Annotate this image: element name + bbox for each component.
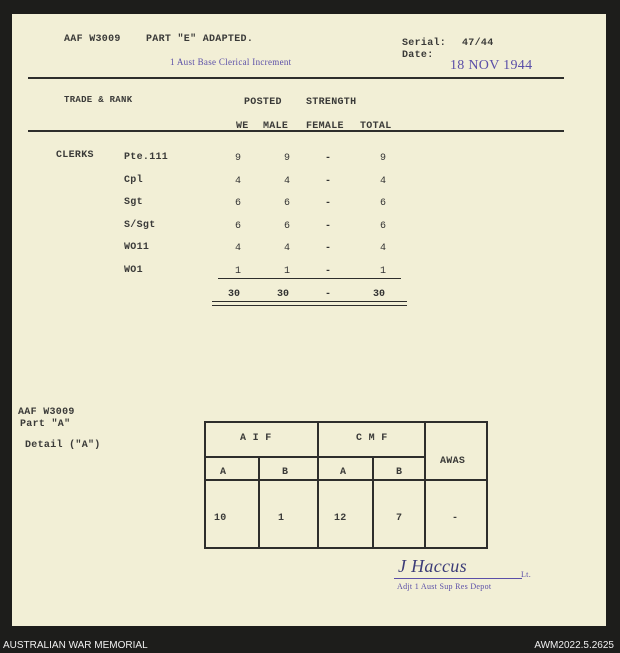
part-title: PART "E" ADAPTED. [146, 34, 254, 45]
footer-right: AWM2022.5.2625 [534, 640, 614, 651]
male-header: MALE [263, 121, 289, 132]
rank-label: WO11 [124, 242, 150, 253]
row-female-value: - [324, 243, 331, 254]
signature-title: Adjt 1 Aust Sup Res Depot [397, 582, 492, 591]
rank-label: Sgt [124, 197, 143, 208]
rank-label: WO1 [124, 265, 143, 276]
form-number: AAF W3009 [64, 34, 121, 45]
cmf-a-header: A [340, 467, 347, 478]
row-male-value: 1 [283, 266, 290, 277]
rank-label: S/Sgt [124, 220, 156, 231]
row-male-value: 4 [283, 176, 290, 187]
rank-label: Cpl [124, 175, 143, 186]
cmf-b-header: B [396, 467, 403, 478]
total-we: 30 [227, 289, 240, 300]
row-female-value: - [324, 198, 331, 209]
double-rule-bottom [212, 305, 407, 306]
row-we-value: 6 [234, 198, 241, 209]
awas-header: AWAS [440, 456, 466, 467]
cmf-a-value: 12 [334, 513, 347, 524]
header-rule [28, 77, 564, 79]
row-we-value: 9 [234, 153, 241, 164]
row-we-value: 4 [234, 176, 241, 187]
row-total-value: 4 [379, 243, 386, 254]
total-male: 30 [276, 289, 289, 300]
serial-value: 47/44 [462, 38, 494, 49]
awas-value: - [452, 513, 459, 524]
row-female-value: - [324, 153, 331, 164]
part-a-form: AAF W3009 [18, 407, 75, 418]
date-stamp: 18 NOV 1944 [450, 58, 533, 73]
aif-b-header: B [282, 467, 289, 478]
row-total-value: 4 [379, 176, 386, 187]
total-female: - [324, 289, 331, 300]
date-label: Date: [402, 50, 434, 61]
row-male-value: 4 [283, 243, 290, 254]
posted-header: POSTED [244, 97, 282, 108]
detail-label: Detail ("A") [25, 440, 101, 451]
row-we-value: 1 [234, 266, 241, 277]
column-header-rule [28, 130, 564, 132]
strength-header: STRENGTH [306, 97, 357, 108]
row-female-value: - [324, 176, 331, 187]
rank-label: Pte.111 [124, 152, 169, 163]
unit-stamp: 1 Aust Base Clerical Increment [170, 57, 292, 67]
row-female-value: - [324, 221, 331, 232]
aif-b-value: 1 [278, 513, 285, 524]
subtotal-rule [218, 278, 401, 279]
row-total-value: 1 [379, 266, 386, 277]
signature-rank: Lt. [521, 570, 532, 579]
signature: J Haccus [398, 556, 467, 576]
trade-rank-header: TRADE & RANK [64, 95, 133, 105]
row-male-value: 9 [283, 153, 290, 164]
double-rule-top [212, 301, 407, 302]
serial-label: Serial: [402, 38, 447, 49]
row-we-value: 4 [234, 243, 241, 254]
footer-left: AUSTRALIAN WAR MEMORIAL [3, 640, 148, 651]
we-header: WE [236, 121, 249, 132]
part-a-title: Part "A" [20, 419, 71, 430]
total-total: 30 [372, 289, 385, 300]
female-header: FEMALE [306, 121, 344, 132]
row-total-value: 9 [379, 153, 386, 164]
cmf-b-value: 7 [396, 513, 403, 524]
row-male-value: 6 [283, 221, 290, 232]
detail-table [204, 421, 488, 549]
row-female-value: - [324, 266, 331, 277]
aif-header: A I F [240, 433, 272, 444]
row-male-value: 6 [283, 198, 290, 209]
aif-a-value: 10 [214, 513, 227, 524]
row-we-value: 6 [234, 221, 241, 232]
trade-label: CLERKS [56, 150, 94, 161]
row-total-value: 6 [379, 198, 386, 209]
cmf-header: C M F [356, 433, 388, 444]
aif-a-header: A [220, 467, 227, 478]
total-header: TOTAL [360, 121, 392, 132]
signature-line [394, 578, 522, 579]
row-total-value: 6 [379, 221, 386, 232]
